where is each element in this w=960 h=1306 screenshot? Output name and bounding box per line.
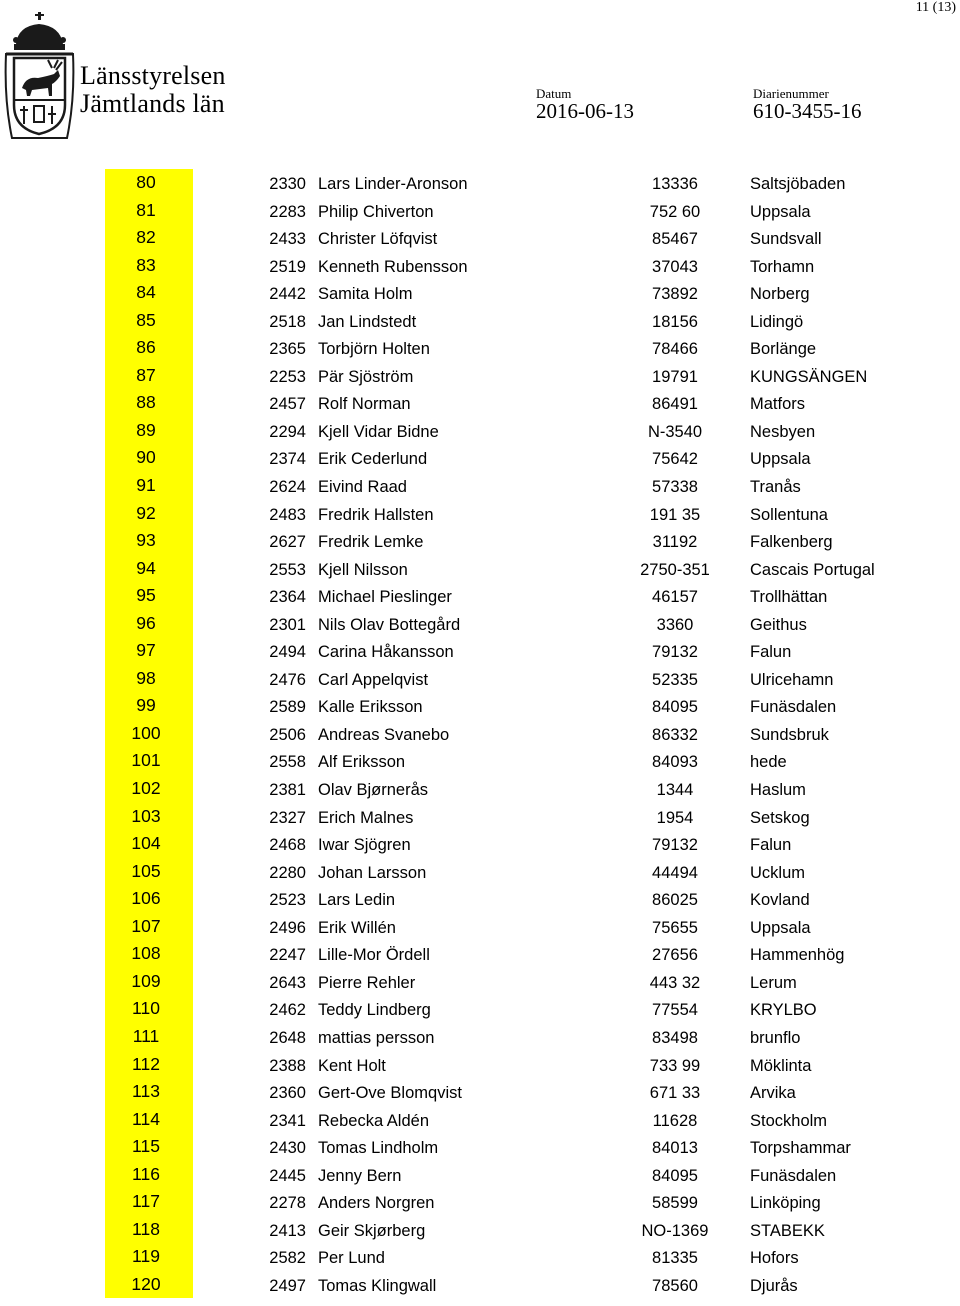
table-row: [0, 197, 960, 225]
entry-id: 2330: [269, 175, 306, 193]
rank-value: 107: [131, 915, 161, 936]
entry-id: 2553: [269, 560, 306, 579]
city: Stockholm: [750, 1111, 828, 1130]
coat-of-arms-logo: [2, 10, 77, 140]
city: Hofors: [750, 1249, 799, 1268]
table-row: [0, 665, 960, 693]
person-name: Iwar Sjögren: [318, 836, 411, 855]
person-name: Lars Ledin: [318, 891, 396, 910]
rank-cell: [105, 1243, 193, 1271]
rank-value: 113: [132, 1081, 160, 1102]
postal-code: 19791: [652, 367, 698, 386]
person-name: mattias persson: [318, 1028, 435, 1047]
entry-id: 2430: [269, 1139, 306, 1158]
entry-id: 2253: [269, 367, 306, 386]
entry-id: 2442: [269, 285, 306, 304]
rank-cell: [105, 775, 193, 803]
city: Matfors: [750, 395, 806, 414]
entry-id: 2476: [269, 670, 306, 689]
entry-id: 2483: [269, 505, 306, 524]
rank-cell: [105, 665, 193, 693]
postal-code: 84013: [652, 1139, 698, 1158]
person-name: Lars Linder-Aronson: [318, 175, 468, 193]
rank-cell: [105, 995, 193, 1023]
postal-code: 2750-351: [640, 560, 710, 579]
postal-code: 86025: [652, 891, 698, 910]
entry-id: 2643: [269, 973, 306, 992]
postal-code: 84093: [652, 753, 698, 772]
table-row: [0, 637, 960, 665]
postal-code: 1344: [656, 781, 694, 800]
table-row: [0, 1243, 960, 1271]
entry-id: 2413: [269, 1221, 306, 1240]
rank-cell: [105, 307, 193, 335]
person-name: Erich Malnes: [318, 808, 414, 827]
rank-value: 80: [136, 172, 156, 192]
postal-code: 18156: [652, 312, 698, 331]
city: Norberg: [750, 285, 810, 304]
person-name: Johan Larsson: [318, 863, 427, 882]
table-row: [0, 940, 960, 968]
city: Sollentuna: [750, 505, 828, 524]
rank-value: 98: [136, 667, 156, 688]
rank-cell: [105, 803, 193, 831]
rank-value: 89: [136, 419, 156, 440]
table-row: [0, 444, 960, 472]
person-name: Philip Chiverton: [318, 202, 434, 221]
table-row: [0, 858, 960, 886]
city: Funäsdalen: [750, 1166, 837, 1185]
entry-id: 2518: [269, 312, 306, 331]
rank-cell: [105, 1051, 193, 1079]
rank-value: 83: [136, 254, 156, 275]
table-row: [0, 1051, 960, 1079]
rank-value: 87: [136, 364, 156, 385]
table-row: [0, 1161, 960, 1189]
postal-code: 733 99: [649, 1056, 701, 1075]
table-row: [0, 803, 960, 831]
person-name: Gert-Ove Blomqvist: [318, 1084, 462, 1103]
entry-id: 2519: [269, 257, 306, 276]
person-name: Christer Löfqvist: [318, 230, 438, 249]
postal-code: 44494: [652, 863, 698, 882]
city: Borlänge: [750, 340, 817, 359]
table-row: [0, 527, 960, 555]
postal-code: 671 33: [649, 1084, 701, 1103]
rank-value: 103: [131, 805, 161, 826]
table-row: [0, 610, 960, 638]
rank-value: 85: [136, 309, 156, 330]
person-name: Rolf Norman: [318, 395, 411, 414]
entry-id: 2283: [269, 202, 306, 221]
person-name: Tomas Lindholm: [318, 1139, 439, 1158]
person-name: Kjell Nilsson: [318, 560, 408, 579]
entry-id: 2247: [269, 946, 306, 965]
rank-cell: [105, 1023, 193, 1051]
table-row: [0, 995, 960, 1023]
person-name: Kent Holt: [318, 1056, 386, 1075]
table-row: [0, 307, 960, 335]
entry-id: 2506: [269, 725, 306, 744]
person-name: Erik Willén: [318, 918, 396, 937]
rank-cell: [105, 1106, 193, 1134]
table-row: [0, 1271, 960, 1299]
rank-value: 104: [131, 833, 161, 854]
rank-cell: [105, 692, 193, 720]
entry-id: 2360: [269, 1084, 306, 1103]
person-name: Kenneth Rubensson: [318, 257, 468, 276]
postal-code: 84095: [652, 698, 698, 717]
date-label: Datum: [536, 86, 572, 101]
rank-cell: [105, 444, 193, 472]
table-row: [0, 389, 960, 417]
rank-cell: [105, 472, 193, 500]
table-row: [0, 334, 960, 362]
rank-cell: [105, 1133, 193, 1161]
table-row: [0, 913, 960, 941]
participant-list: [0, 169, 960, 1298]
entry-id: 2627: [269, 533, 306, 552]
rank-cell: [105, 527, 193, 555]
person-name: Tomas Klingwall: [318, 1276, 437, 1295]
entry-id: 2294: [269, 422, 306, 441]
page-number: 11 (13): [915, 0, 956, 15]
rank-cell: [105, 747, 193, 775]
entry-id: 2648: [269, 1028, 306, 1047]
entry-id: 2365: [269, 340, 306, 359]
person-name: Kjell Vidar Bidne: [318, 422, 439, 441]
city: Falun: [750, 643, 792, 662]
postal-code: 31192: [652, 533, 698, 552]
table-row: [0, 1078, 960, 1106]
person-name: Rebecka Aldén: [318, 1111, 429, 1130]
postal-code: 11628: [652, 1111, 698, 1130]
rank-value: 94: [136, 557, 156, 578]
table-row: [0, 968, 960, 996]
table-row: [0, 747, 960, 775]
entry-id: 2457: [269, 395, 306, 414]
entry-id: 2624: [269, 478, 306, 497]
postal-code: 27656: [652, 946, 698, 965]
city: Torhamn: [750, 257, 815, 276]
city: Nesbyen: [750, 422, 816, 441]
city: KUNGSÄNGEN: [750, 367, 868, 386]
postal-code: 443 32: [649, 973, 701, 992]
entry-id: 2558: [269, 753, 306, 772]
rank-value: 120: [131, 1273, 161, 1294]
table-row: [0, 1188, 960, 1216]
person-name: Olav Bjørnerås: [318, 781, 429, 800]
person-name: Per Lund: [318, 1249, 385, 1268]
entry-id: 2278: [269, 1194, 306, 1213]
postal-code: 3360: [656, 615, 694, 634]
rank-cell: [105, 830, 193, 858]
city: Cascais Portugal: [750, 560, 875, 579]
rank-value: 108: [131, 943, 161, 964]
rank-value: 86: [136, 337, 156, 358]
city: hede: [750, 753, 787, 772]
entry-id: 2327: [269, 808, 306, 827]
postal-code: 73892: [652, 285, 698, 304]
person-name: Anders Norgren: [318, 1194, 435, 1213]
rank-value: 81: [136, 199, 156, 220]
person-name: Geir Skjørberg: [318, 1221, 426, 1240]
postal-code: 58599: [652, 1194, 698, 1213]
city: Sundsbruk: [750, 725, 829, 744]
rank-cell: [105, 362, 193, 390]
table-row: [0, 362, 960, 390]
person-name: Eivind Raad: [318, 478, 407, 497]
entry-id: 2374: [269, 450, 306, 469]
city: Arvika: [750, 1084, 796, 1103]
table-row: [0, 1216, 960, 1244]
table-row: [0, 417, 960, 445]
rank-value: 102: [131, 778, 161, 799]
city: Tranås: [750, 478, 801, 497]
rank-value: 84: [136, 282, 156, 303]
postal-code: 86491: [652, 395, 698, 414]
entry-id: 2468: [269, 836, 306, 855]
city: Falkenberg: [750, 533, 833, 552]
city: Saltsjöbaden: [750, 175, 846, 193]
person-name: Kalle Eriksson: [318, 698, 423, 717]
rank-cell: [105, 885, 193, 913]
person-name: Torbjörn Holten: [318, 340, 430, 359]
rank-cell: [105, 1271, 193, 1299]
city: Linköping: [750, 1194, 821, 1213]
postal-code: 84095: [652, 1166, 698, 1185]
rank-value: 115: [132, 1136, 160, 1157]
rank-value: 114: [132, 1108, 160, 1129]
postal-code: 78560: [652, 1276, 698, 1295]
rank-cell: [105, 940, 193, 968]
city: Kovland: [750, 891, 810, 910]
person-name: Alf Eriksson: [318, 753, 406, 772]
person-name: Fredrik Lemke: [318, 533, 424, 552]
postal-code: 81335: [652, 1249, 698, 1268]
rank-cell: [105, 1188, 193, 1216]
rank-value: 95: [136, 585, 156, 606]
table-row: [0, 692, 960, 720]
entry-id: 2523: [269, 891, 306, 910]
rank-value: 119: [132, 1246, 160, 1267]
person-name: Michael Pieslinger: [318, 588, 452, 607]
city: Torpshammar: [750, 1139, 851, 1158]
entry-id: 2388: [269, 1056, 306, 1075]
rank-value: 105: [131, 860, 161, 881]
rank-value: 101: [131, 750, 161, 771]
postal-code: NO-1369: [641, 1221, 709, 1240]
rank-value: 116: [132, 1163, 160, 1184]
rank-cell: [105, 1161, 193, 1189]
city: Ulricehamn: [750, 670, 834, 689]
rank-value: 92: [136, 502, 156, 523]
entry-id: 2341: [269, 1111, 306, 1130]
postal-code: 13336: [652, 175, 698, 193]
postal-code: 191 35: [649, 505, 701, 524]
city: Möklinta: [750, 1056, 812, 1075]
postal-code: 37043: [652, 257, 698, 276]
rank-cell: [105, 913, 193, 941]
rank-cell: [105, 279, 193, 307]
table-row: [0, 582, 960, 610]
rank-value: 88: [136, 392, 156, 413]
rank-value: 110: [132, 998, 160, 1019]
postal-code: 79132: [652, 836, 698, 855]
person-name: Jan Lindstedt: [318, 312, 417, 331]
rank-value: 109: [131, 970, 161, 991]
city: Lerum: [750, 973, 797, 992]
city: Funäsdalen: [750, 698, 837, 717]
postal-code: 752 60: [649, 202, 701, 221]
rank-cell: [105, 224, 193, 252]
table-row: [0, 472, 960, 500]
person-name: Erik Cederlund: [318, 450, 428, 469]
rank-value: 118: [132, 1218, 160, 1239]
rank-cell: [105, 169, 193, 197]
entry-id: 2301: [269, 615, 306, 634]
entry-id: 2445: [269, 1166, 306, 1185]
table-row: [0, 224, 960, 252]
postal-code: 79132: [652, 643, 698, 662]
rank-cell: [105, 858, 193, 886]
agency-name-line2: Jämtlands län: [80, 89, 225, 118]
rank-value: 90: [136, 447, 156, 468]
person-name: Pierre Rehler: [318, 973, 416, 992]
person-name: Jenny Bern: [318, 1166, 402, 1185]
person-name: Lille-Mor Ördell: [318, 946, 430, 965]
person-name: Samita Holm: [318, 285, 413, 304]
postal-code: 78466: [652, 340, 698, 359]
person-name: Nils Olav Bottegård: [318, 615, 461, 634]
table-row: [0, 500, 960, 528]
rank-value: 112: [132, 1053, 160, 1074]
person-name: Carina Håkansson: [318, 643, 454, 662]
rank-value: 96: [136, 612, 156, 633]
entry-id: 2364: [269, 588, 306, 607]
city: Trollhättan: [750, 588, 828, 607]
city: Uppsala: [750, 202, 811, 221]
postal-code: 85467: [652, 230, 698, 249]
city: Setskog: [750, 808, 810, 827]
entry-id: 2582: [269, 1249, 306, 1268]
table-row: [0, 555, 960, 583]
postal-code: 86332: [652, 725, 698, 744]
table-row: [0, 1106, 960, 1134]
city: Uppsala: [750, 450, 811, 469]
rank-cell: [105, 417, 193, 445]
city: Uppsala: [750, 918, 811, 937]
person-name: Fredrik Hallsten: [318, 505, 434, 524]
rank-cell: [105, 582, 193, 610]
rank-cell: [105, 334, 193, 362]
city: Geithus: [750, 615, 807, 634]
entry-id: 2381: [269, 781, 306, 800]
city: Lidingö: [750, 312, 804, 331]
table-row: [0, 775, 960, 803]
city: Haslum: [750, 781, 806, 800]
person-name: Teddy Lindberg: [318, 1001, 431, 1020]
rank-value: 111: [132, 1025, 160, 1046]
city: KRYLBO: [750, 1001, 817, 1020]
postal-code: 46157: [652, 588, 698, 607]
rank-cell: [105, 637, 193, 665]
date-value: 2016-06-13: [536, 99, 634, 123]
entry-id: 2497: [269, 1276, 306, 1295]
rank-value: 93: [136, 530, 156, 551]
rank-cell: [105, 1216, 193, 1244]
table-row: [0, 169, 960, 197]
city: Djurås: [750, 1276, 798, 1295]
postal-code: 57338: [652, 478, 698, 497]
rank-value: 82: [136, 227, 156, 248]
table-row: [0, 885, 960, 913]
rank-value: 97: [136, 640, 156, 661]
rank-value: 99: [136, 695, 156, 716]
table-row: [0, 252, 960, 280]
postal-code: 83498: [652, 1028, 698, 1047]
rank-value: 106: [131, 888, 161, 909]
diary-number-label: Diarienummer: [753, 86, 829, 101]
entry-id: 2589: [269, 698, 306, 717]
entry-id: 2462: [269, 1001, 306, 1020]
entry-id: 2494: [269, 643, 306, 662]
rank-cell: [105, 252, 193, 280]
table-row: [0, 720, 960, 748]
rank-cell: [105, 500, 193, 528]
city: Hammenhög: [750, 946, 845, 965]
city: Falun: [750, 836, 792, 855]
entry-id: 2433: [269, 230, 306, 249]
rank-value: 100: [131, 722, 161, 743]
postal-code: 1954: [656, 808, 694, 827]
person-name: Andreas Svanebo: [318, 725, 450, 744]
rank-value: 91: [136, 475, 156, 496]
table-row: [0, 1133, 960, 1161]
table-row: [0, 830, 960, 858]
postal-code: N-3540: [647, 422, 703, 441]
entry-id: 2496: [269, 918, 306, 937]
entry-id: 2280: [269, 863, 306, 882]
table-row: [0, 279, 960, 307]
agency-name-line1: Länsstyrelsen: [80, 61, 226, 90]
rank-cell: [105, 389, 193, 417]
rank-cell: [105, 720, 193, 748]
rank-cell: [105, 197, 193, 225]
agency-name: [80, 62, 226, 118]
table-row: [0, 1023, 960, 1051]
rank-cell: [105, 555, 193, 583]
postal-code: 52335: [652, 670, 698, 689]
rank-cell: [105, 1078, 193, 1106]
person-name: Pär Sjöström: [318, 367, 414, 386]
diary-number-value: 610-3455-16: [753, 99, 862, 123]
city: brunflo: [750, 1028, 801, 1047]
city: Ucklum: [750, 863, 806, 882]
city: STABEKK: [750, 1221, 825, 1240]
postal-code: 75655: [652, 918, 698, 937]
postal-code: 77554: [652, 1001, 698, 1020]
postal-code: 75642: [652, 450, 698, 469]
rank-cell: [105, 610, 193, 638]
city: Sundsvall: [750, 230, 822, 249]
rank-cell: [105, 968, 193, 996]
rank-value: 117: [132, 1191, 160, 1212]
person-name: Carl Appelqvist: [318, 670, 429, 689]
